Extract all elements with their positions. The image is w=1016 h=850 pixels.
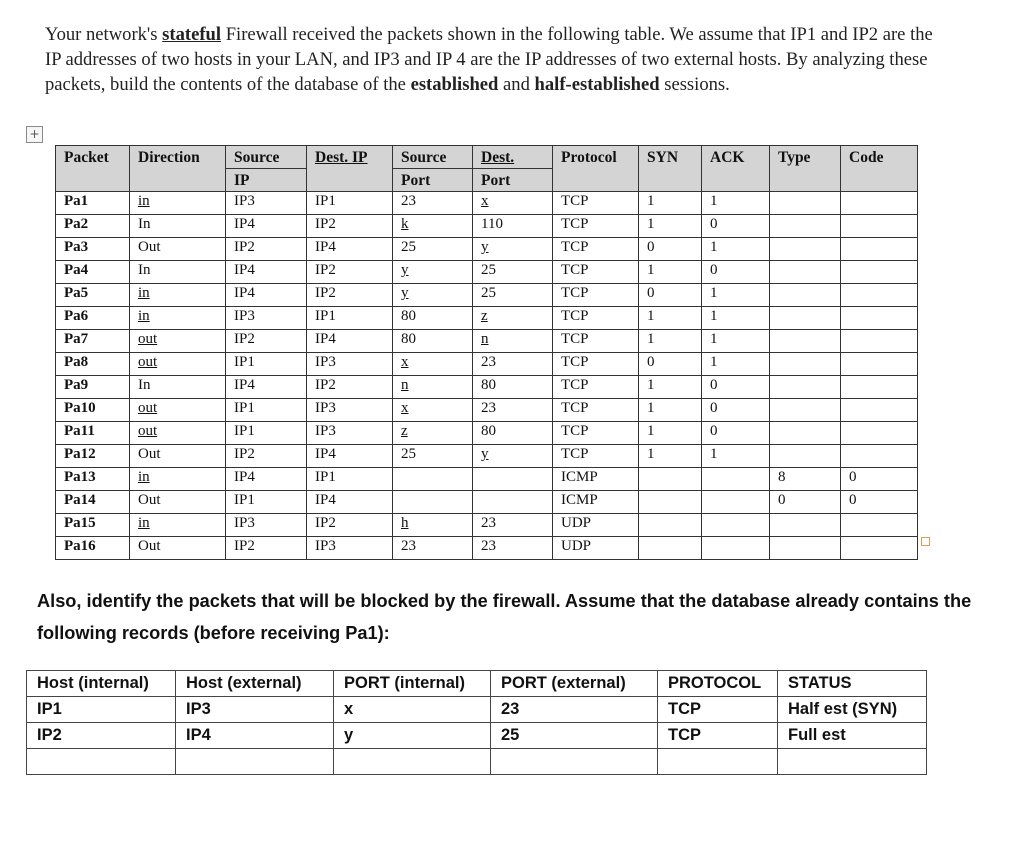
packet-cell-type: 8 — [770, 468, 841, 491]
packet-row — [56, 445, 918, 468]
packet-cell-dst-ip: IP1 — [307, 468, 393, 491]
packet-cell-direction: out — [130, 330, 226, 353]
packet-cell-src-ip: IP1 — [226, 422, 307, 445]
packet-cell-direction: out — [130, 422, 226, 445]
packet-cell-packet: Pa1 — [56, 192, 130, 215]
packet-row — [56, 238, 918, 261]
intro-text-3: and — [498, 74, 535, 95]
packet-cell-syn: 1 — [639, 330, 702, 353]
packet-cell-type — [770, 192, 841, 215]
table-resize-handle[interactable] — [921, 537, 930, 546]
packet-cell-type — [770, 422, 841, 445]
packet-cell-syn: 1 — [639, 192, 702, 215]
packet-cell-syn: 0 — [639, 238, 702, 261]
packet-cell-ack — [702, 491, 770, 514]
packet-cell-dst-ip: IP3 — [307, 537, 393, 560]
packet-cell-dst-ip: IP2 — [307, 284, 393, 307]
packet-cell-dst-port: y — [473, 445, 553, 468]
packet-cell-type — [770, 445, 841, 468]
packet-cell-direction: in — [130, 284, 226, 307]
packet-row — [56, 284, 918, 307]
packet-cell-syn: 1 — [639, 422, 702, 445]
packet-cell-packet: Pa6 — [56, 307, 130, 330]
packet-cell-dst-port: x — [473, 192, 553, 215]
intro-text-1: Your network's — [45, 24, 163, 45]
packet-row — [56, 491, 918, 514]
packet-cell-protocol: TCP — [553, 330, 639, 353]
db-cell: Half est (SYN) — [778, 697, 927, 723]
db-cell — [334, 749, 491, 775]
db-row — [27, 697, 927, 723]
packet-cell-code — [841, 215, 918, 238]
db-cell: Full est — [778, 723, 927, 749]
packet-cell-syn — [639, 468, 702, 491]
packet-cell-dst-port: 110 — [473, 215, 553, 238]
packet-cell-ack: 0 — [702, 399, 770, 422]
packet-cell-dst-port: 80 — [473, 422, 553, 445]
header-packet: Packet — [56, 146, 130, 192]
packet-cell-ack — [702, 537, 770, 560]
packet-cell-code — [841, 238, 918, 261]
packet-cell-dst-port: 23 — [473, 353, 553, 376]
packet-cell-dst-ip: IP3 — [307, 399, 393, 422]
packet-cell-dst-port: 25 — [473, 261, 553, 284]
packet-cell-protocol: ICMP — [553, 491, 639, 514]
packet-cell-code — [841, 192, 918, 215]
packet-cell-direction: Out — [130, 445, 226, 468]
header-ack: ACK — [702, 146, 770, 192]
header-code: Code — [841, 146, 918, 192]
packet-cell-protocol: TCP — [553, 284, 639, 307]
db-header: Host (external) — [176, 671, 334, 697]
packet-cell-src-port — [393, 468, 473, 491]
packet-row — [56, 261, 918, 284]
packet-cell-ack: 0 — [702, 261, 770, 284]
packet-cell-dst-port: 23 — [473, 514, 553, 537]
packet-cell-src-ip: IP3 — [226, 307, 307, 330]
packet-cell-code — [841, 399, 918, 422]
intro-stateful: stateful — [162, 24, 222, 45]
packet-cell-syn: 1 — [639, 307, 702, 330]
db-cell: 25 — [491, 723, 658, 749]
packet-cell-direction: In — [130, 215, 226, 238]
packet-cell-ack: 1 — [702, 330, 770, 353]
packet-cell-code — [841, 445, 918, 468]
packet-cell-src-ip: IP3 — [226, 192, 307, 215]
packet-cell-dst-port: n — [473, 330, 553, 353]
packet-cell-src-ip: IP4 — [226, 284, 307, 307]
packet-cell-dst-ip: IP2 — [307, 514, 393, 537]
packet-cell-dst-ip: IP4 — [307, 238, 393, 261]
packet-cell-ack: 1 — [702, 238, 770, 261]
packet-cell-src-ip: IP1 — [226, 491, 307, 514]
db-row — [27, 723, 927, 749]
db-cell: IP1 — [27, 697, 176, 723]
packet-cell-type — [770, 284, 841, 307]
packet-row — [56, 399, 918, 422]
packet-cell-protocol: TCP — [553, 399, 639, 422]
packet-cell-protocol: UDP — [553, 537, 639, 560]
packet-cell-packet: Pa10 — [56, 399, 130, 422]
header-syn: SYN — [639, 146, 702, 192]
db-cell: x — [334, 697, 491, 723]
packet-row — [56, 376, 918, 399]
packet-cell-src-port — [393, 491, 473, 514]
packet-row — [56, 514, 918, 537]
packet-cell-ack: 1 — [702, 353, 770, 376]
intro-text-2: Firewall received the packets shown in the following table. We assume that IP1 and IP2 are the IP addresses of two hosts in your LAN, and IP3 and IP 4 are the IP addresses of two external hosts. By analyzing these packets, build the contents of the database of the — [45, 24, 933, 95]
packet-cell-direction: in — [130, 307, 226, 330]
packet-cell-direction: out — [130, 399, 226, 422]
packet-cell-type: 0 — [770, 491, 841, 514]
packet-cell-dst-port — [473, 491, 553, 514]
packet-cell-src-port: z — [393, 422, 473, 445]
packet-cell-dst-port: z — [473, 307, 553, 330]
packet-cell-ack: 1 — [702, 307, 770, 330]
packet-cell-code — [841, 330, 918, 353]
packet-cell-code — [841, 307, 918, 330]
packet-cell-type — [770, 330, 841, 353]
packet-cell-protocol: TCP — [553, 261, 639, 284]
intro-half-established: half-established — [534, 74, 660, 95]
packet-cell-dst-port: 25 — [473, 284, 553, 307]
packet-cell-packet: Pa12 — [56, 445, 130, 468]
packet-row — [56, 537, 918, 560]
packet-cell-src-port: 80 — [393, 330, 473, 353]
header-dest-ip: Dest. IP — [307, 146, 393, 192]
packet-cell-src-port: h — [393, 514, 473, 537]
packet-cell-dst-ip: IP3 — [307, 353, 393, 376]
packet-cell-src-port: 25 — [393, 238, 473, 261]
packet-cell-dst-port: 23 — [473, 537, 553, 560]
packet-cell-type — [770, 353, 841, 376]
packet-cell-code — [841, 353, 918, 376]
packet-cell-syn: 0 — [639, 284, 702, 307]
packet-cell-dst-ip: IP4 — [307, 491, 393, 514]
packet-cell-protocol: TCP — [553, 445, 639, 468]
packet-cell-src-port: n — [393, 376, 473, 399]
packet-cell-src-port: y — [393, 261, 473, 284]
packet-row — [56, 330, 918, 353]
packet-cell-packet: Pa7 — [56, 330, 130, 353]
packet-cell-packet: Pa16 — [56, 537, 130, 560]
packet-cell-packet: Pa14 — [56, 491, 130, 514]
db-header: Host (internal) — [27, 671, 176, 697]
packet-cell-dst-ip: IP3 — [307, 422, 393, 445]
header-dest-port-2: Port — [473, 169, 553, 192]
packet-cell-code — [841, 422, 918, 445]
packet-cell-direction: Out — [130, 537, 226, 560]
packet-row — [56, 192, 918, 215]
packet-cell-direction: in — [130, 192, 226, 215]
packet-cell-ack: 0 — [702, 422, 770, 445]
packet-cell-src-port: 23 — [393, 192, 473, 215]
header-protocol: Protocol — [553, 146, 639, 192]
packet-cell-ack: 0 — [702, 215, 770, 238]
packet-cell-direction: out — [130, 353, 226, 376]
db-cell: TCP — [658, 697, 778, 723]
table-move-handle-icon[interactable]: + — [26, 126, 43, 143]
db-cell — [176, 749, 334, 775]
packet-cell-code: 0 — [841, 468, 918, 491]
db-cell — [778, 749, 927, 775]
intro-established: established — [410, 74, 499, 95]
header-direction: Direction — [130, 146, 226, 192]
packet-cell-src-ip: IP2 — [226, 330, 307, 353]
packet-cell-dst-ip: IP2 — [307, 261, 393, 284]
packet-cell-packet: Pa2 — [56, 215, 130, 238]
packet-cell-dst-port: y — [473, 238, 553, 261]
db-row — [27, 749, 927, 775]
packet-cell-src-ip: IP1 — [226, 399, 307, 422]
db-cell: IP3 — [176, 697, 334, 723]
packet-row — [56, 422, 918, 445]
packet-cell-src-ip: IP1 — [226, 353, 307, 376]
header-dest-port: Dest. — [473, 146, 553, 169]
db-header: STATUS — [778, 671, 927, 697]
packet-cell-dst-ip: IP1 — [307, 307, 393, 330]
packet-cell-direction: in — [130, 514, 226, 537]
packet-cell-direction: in — [130, 468, 226, 491]
packet-cell-type — [770, 514, 841, 537]
packet-cell-direction: In — [130, 261, 226, 284]
packet-cell-src-ip: IP2 — [226, 445, 307, 468]
packet-cell-ack: 0 — [702, 376, 770, 399]
packet-cell-packet: Pa3 — [56, 238, 130, 261]
packet-cell-src-port: 23 — [393, 537, 473, 560]
packet-cell-code — [841, 261, 918, 284]
packet-row — [56, 215, 918, 238]
packet-cell-syn: 1 — [639, 445, 702, 468]
db-cell: IP2 — [27, 723, 176, 749]
packet-cell-protocol: TCP — [553, 192, 639, 215]
db-cell — [491, 749, 658, 775]
header-source-port-2: Port — [393, 169, 473, 192]
db-header: PORT (external) — [491, 671, 658, 697]
packet-cell-type — [770, 261, 841, 284]
header-type: Type — [770, 146, 841, 192]
db-cell: TCP — [658, 723, 778, 749]
packet-cell-syn: 1 — [639, 261, 702, 284]
packet-cell-syn — [639, 491, 702, 514]
packet-cell-ack — [702, 514, 770, 537]
packet-cell-dst-ip: IP2 — [307, 376, 393, 399]
intro-text-4: sessions. — [659, 74, 730, 95]
header-source-ip-2: IP — [226, 169, 307, 192]
db-cell: y — [334, 723, 491, 749]
packet-cell-packet: Pa15 — [56, 514, 130, 537]
packet-cell-src-ip: IP4 — [226, 261, 307, 284]
packet-cell-syn: 1 — [639, 215, 702, 238]
packet-cell-protocol: TCP — [553, 376, 639, 399]
packet-cell-src-port: 80 — [393, 307, 473, 330]
db-cell: IP4 — [176, 723, 334, 749]
db-cell — [27, 749, 176, 775]
db-cell: 23 — [491, 697, 658, 723]
also-paragraph: Also, identify the packets that will be blocked by the firewall. Assume that the database already contains the following records (before receiving Pa1): — [37, 591, 972, 643]
packet-row — [56, 468, 918, 491]
packet-row — [56, 307, 918, 330]
packet-cell-src-port: x — [393, 353, 473, 376]
packet-cell-protocol: TCP — [553, 422, 639, 445]
packet-cell-protocol: TCP — [553, 238, 639, 261]
intro-paragraph — [45, 22, 935, 97]
packet-cell-protocol: UDP — [553, 514, 639, 537]
packet-cell-code — [841, 537, 918, 560]
packet-cell-packet: Pa11 — [56, 422, 130, 445]
packet-cell-ack: 1 — [702, 445, 770, 468]
packet-cell-direction: Out — [130, 491, 226, 514]
packet-cell-src-port: x — [393, 399, 473, 422]
packet-cell-dst-ip: IP4 — [307, 330, 393, 353]
packet-cell-dst-port: 23 — [473, 399, 553, 422]
packet-cell-dst-port — [473, 468, 553, 491]
packet-cell-type — [770, 376, 841, 399]
header-source-ip: Source — [226, 146, 307, 169]
db-header: PROTOCOL — [658, 671, 778, 697]
packet-cell-protocol: TCP — [553, 307, 639, 330]
db-cell — [658, 749, 778, 775]
packet-cell-syn: 0 — [639, 353, 702, 376]
packet-cell-syn — [639, 537, 702, 560]
packet-cell-type — [770, 307, 841, 330]
packet-cell-type — [770, 399, 841, 422]
packet-cell-syn: 1 — [639, 399, 702, 422]
packet-cell-ack: 1 — [702, 284, 770, 307]
packets-table — [55, 145, 918, 560]
packet-cell-ack — [702, 468, 770, 491]
packet-cell-direction: Out — [130, 238, 226, 261]
packet-cell-src-port: k — [393, 215, 473, 238]
packet-cell-packet: Pa5 — [56, 284, 130, 307]
packet-cell-type — [770, 215, 841, 238]
header-source-port: Source — [393, 146, 473, 169]
packet-cell-packet: Pa4 — [56, 261, 130, 284]
packet-cell-code — [841, 376, 918, 399]
packet-cell-type — [770, 537, 841, 560]
packet-cell-packet: Pa13 — [56, 468, 130, 491]
packet-cell-dst-ip: IP2 — [307, 215, 393, 238]
packet-cell-type — [770, 238, 841, 261]
packet-cell-protocol: TCP — [553, 353, 639, 376]
db-header: PORT (internal) — [334, 671, 491, 697]
packet-cell-src-ip: IP4 — [226, 468, 307, 491]
packet-cell-protocol: TCP — [553, 215, 639, 238]
session-database-table — [26, 670, 927, 775]
packet-cell-src-port: 25 — [393, 445, 473, 468]
packet-cell-packet: Pa8 — [56, 353, 130, 376]
packet-cell-dst-port: 80 — [473, 376, 553, 399]
packet-cell-src-ip: IP2 — [226, 238, 307, 261]
packet-cell-syn: 1 — [639, 376, 702, 399]
packet-cell-src-ip: IP4 — [226, 376, 307, 399]
packet-cell-ack: 1 — [702, 192, 770, 215]
packet-cell-code: 0 — [841, 491, 918, 514]
packet-cell-syn — [639, 514, 702, 537]
packet-cell-src-ip: IP3 — [226, 514, 307, 537]
packet-cell-direction: In — [130, 376, 226, 399]
packet-cell-code — [841, 514, 918, 537]
packet-cell-dst-ip: IP1 — [307, 192, 393, 215]
packet-row — [56, 353, 918, 376]
packet-cell-dst-ip: IP4 — [307, 445, 393, 468]
packet-cell-src-ip: IP2 — [226, 537, 307, 560]
packet-cell-packet: Pa9 — [56, 376, 130, 399]
packet-cell-protocol: ICMP — [553, 468, 639, 491]
packet-cell-code — [841, 284, 918, 307]
packet-cell-src-port: y — [393, 284, 473, 307]
packet-cell-src-ip: IP4 — [226, 215, 307, 238]
